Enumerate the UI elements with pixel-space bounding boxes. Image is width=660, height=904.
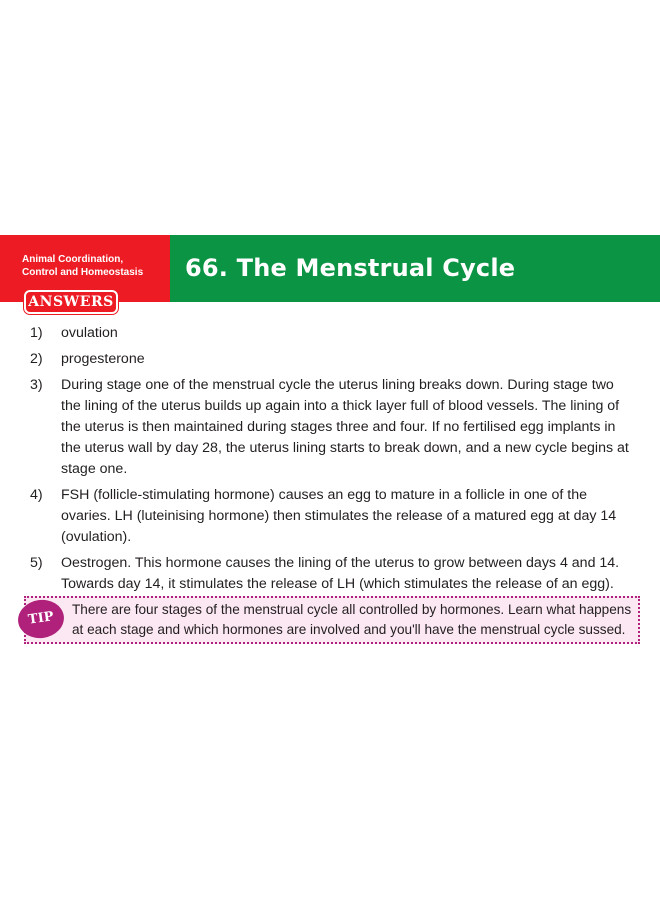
- page-title: 66. The Menstrual Cycle: [185, 254, 516, 282]
- answer-item: [30, 323, 635, 344]
- answer-text: Oestrogen. This hormone causes the lining of the uterus to grow between days 4 and 14. Towards day 14, it stimulates the release of LH (which stimulates the release of an egg).: [61, 555, 620, 592]
- answer-number: 5): [30, 555, 43, 571]
- answer-number: 1): [30, 325, 43, 341]
- tip-text: There are four stages of the menstrual cycle all controlled by hormones. Learn what happens at each stage and which hormones are involved and you'll have the menstrual cycle sussed.: [72, 602, 632, 637]
- tip-box: [24, 596, 640, 644]
- title-panel: [170, 235, 660, 302]
- answer-item: [30, 485, 635, 548]
- answer-item: [30, 349, 635, 370]
- answer-text: During stage one of the menstrual cycle the uterus lining breaks down. During stage two the lining of the uterus builds up again into a thick layer full of blood vessels. The lining of the uterus is then maintained during stages three and four. If no fertilised egg implants in the uterus wall by day 28, the uterus lining starts to break down, and a new cycle begins at stage one.: [61, 377, 629, 477]
- answer-number: 2): [30, 351, 43, 367]
- section-label-line-1: Animal Coordination,: [22, 254, 124, 265]
- section-label-line-2: Control and Homeostasis: [22, 267, 144, 278]
- answers-list: [30, 323, 635, 600]
- answer-number: 4): [30, 487, 43, 503]
- answers-badge: ANSWERS: [24, 290, 118, 314]
- answer-text: ovulation: [61, 325, 118, 341]
- answer-text: progesterone: [61, 351, 145, 367]
- answer-item: [30, 375, 635, 480]
- answer-item: [30, 553, 635, 595]
- tip-badge: TIP: [16, 597, 67, 641]
- answer-text: FSH (follicle-stimulating hormone) causes an egg to mature in a follicle in one of the ovaries. LH (luteinising hormone) then stimulates the release of a matured egg at day 14 (ovulation).: [61, 487, 617, 545]
- answer-number: 3): [30, 377, 43, 393]
